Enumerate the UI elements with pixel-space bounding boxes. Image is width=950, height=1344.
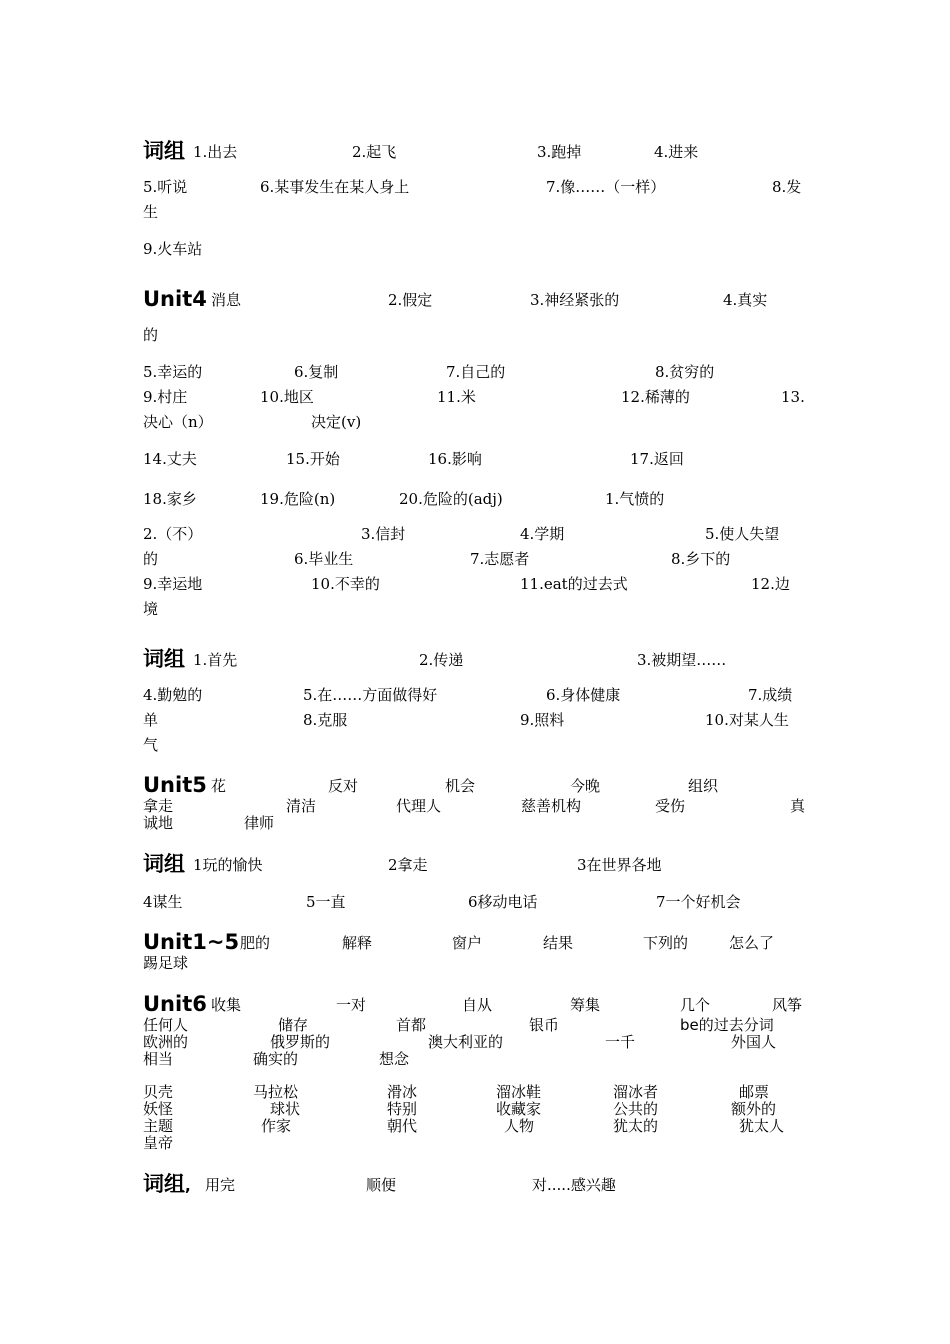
vocab-item: 风筝 bbox=[772, 996, 803, 1014]
vocab-item: 花 bbox=[211, 777, 227, 795]
heading-comma: , bbox=[185, 1177, 191, 1195]
vocab-item: 2.假定 bbox=[388, 291, 433, 309]
vocab-item: 下列的 bbox=[643, 934, 689, 952]
vocab-item: 银币 bbox=[529, 1016, 560, 1034]
vocab-item: 球状 bbox=[270, 1100, 301, 1118]
vocab-item: 18.家乡 bbox=[143, 490, 197, 508]
vocab-item: 4.勤勉的 bbox=[143, 686, 203, 704]
vocab-item: 7.自己的 bbox=[446, 363, 506, 381]
vocab-item: 6.复制 bbox=[294, 363, 339, 381]
vocab-item: 6.身体健康 bbox=[546, 686, 621, 704]
vocab-item: 决定(v) bbox=[311, 413, 362, 431]
vocab-item: 犹太人 bbox=[739, 1117, 785, 1135]
vocab-item: 诚地 bbox=[143, 814, 174, 832]
vocab-item: 10.地区 bbox=[260, 388, 314, 406]
vocab-item: 受伤 bbox=[655, 797, 686, 815]
vocab-item: 3.神经紧张的 bbox=[530, 291, 620, 309]
vocab-item: 特别 bbox=[387, 1100, 418, 1118]
section-heading-phrases-3: 词组 bbox=[143, 852, 185, 876]
vocab-item: 想念 bbox=[379, 1050, 410, 1068]
vocab-item: 人物 bbox=[504, 1117, 535, 1135]
vocab-item: 8.贫穷的 bbox=[655, 363, 715, 381]
vocab-item: 5.听说 bbox=[143, 178, 188, 196]
vocab-item: 欧洲的 bbox=[143, 1033, 189, 1051]
vocab-item: 7.志愿者 bbox=[470, 550, 530, 568]
vocab-item: 用完 bbox=[205, 1176, 236, 1194]
vocab-item: 9.村庄 bbox=[143, 388, 188, 406]
vocab-item: 11.eat的过去式 bbox=[520, 575, 628, 593]
vocab-item: 皇帝 bbox=[143, 1134, 174, 1152]
vocab-item: 5.在……方面做得好 bbox=[303, 686, 438, 704]
vocab-item: 3.跑掉 bbox=[537, 143, 582, 161]
vocab-item: 拿走 bbox=[143, 797, 174, 815]
vocab-item: 12.边 bbox=[751, 575, 790, 593]
vocab-item: 几个 bbox=[680, 996, 711, 1014]
vocab-item: 代理人 bbox=[396, 797, 442, 815]
vocab-item: 自从 bbox=[462, 996, 493, 1014]
vocab-item: 4.学期 bbox=[520, 525, 565, 543]
vocab-item: 14.丈夫 bbox=[143, 450, 197, 468]
vocab-item: 3.信封 bbox=[361, 525, 406, 543]
vocab-item: 溜冰者 bbox=[613, 1083, 659, 1101]
vocab-item: 收集 bbox=[211, 996, 242, 1014]
section-heading-unit4: Unit4 bbox=[143, 287, 207, 311]
vocab-item: 19.危险(n) bbox=[260, 490, 336, 508]
section-heading-unit1-5: Unit1~5 bbox=[143, 930, 240, 954]
vocab-item: 1.出去 bbox=[193, 143, 238, 161]
vocab-item: 20.危险的(adj) bbox=[399, 490, 503, 508]
vocab-item: 6移动电话 bbox=[468, 893, 538, 911]
vocab-item: 4谋生 bbox=[143, 893, 183, 911]
vocab-item: 9.火车站 bbox=[143, 240, 203, 258]
vocab-item: 怎么了 bbox=[729, 934, 775, 952]
vocab-item: 13. bbox=[781, 388, 805, 406]
vocab-item: 律师 bbox=[244, 814, 275, 832]
vocab-item: 结果 bbox=[543, 934, 574, 952]
vocab-item: 外国人 bbox=[731, 1033, 777, 1051]
vocab-item: 生 bbox=[143, 203, 159, 221]
vocab-item: 11.米 bbox=[437, 388, 476, 406]
vocab-item: 境 bbox=[143, 600, 159, 618]
vocab-item: 决心（n） bbox=[143, 413, 213, 431]
vocab-item: 15.开始 bbox=[286, 450, 340, 468]
section-heading-unit6: Unit6 bbox=[143, 992, 207, 1016]
vocab-item: 俄罗斯的 bbox=[270, 1033, 331, 1051]
section-heading-phrases-4 bbox=[143, 1172, 191, 1198]
vocab-item: 主题 bbox=[143, 1117, 174, 1135]
vocab-item: 7.成绩 bbox=[748, 686, 793, 704]
vocab-item: 首都 bbox=[396, 1016, 427, 1034]
vocab-item: 消息 bbox=[211, 291, 242, 309]
vocab-item: 肥的 bbox=[240, 934, 271, 952]
vocab-item: 踢足球 bbox=[143, 954, 189, 972]
vocab-item: 8.乡下的 bbox=[671, 550, 731, 568]
vocab-item: 8.发 bbox=[772, 178, 802, 196]
vocab-item: 今晚 bbox=[570, 777, 601, 795]
vocab-item: 澳大利亚的 bbox=[428, 1033, 504, 1051]
section-heading-phrases-2: 词组 bbox=[143, 647, 185, 671]
vocab-item: 一对 bbox=[336, 996, 367, 1014]
heading-text: 词组 bbox=[143, 1172, 185, 1196]
vocab-item: 马拉松 bbox=[253, 1083, 299, 1101]
vocab-item: 5.使人失望 bbox=[705, 525, 780, 543]
vocab-item: 妖怪 bbox=[143, 1100, 174, 1118]
vocab-item: 气 bbox=[143, 736, 159, 754]
vocab-item: 解释 bbox=[342, 934, 373, 952]
vocab-item: 3在世界各地 bbox=[577, 856, 662, 874]
vocab-item: 滑冰 bbox=[387, 1083, 418, 1101]
vocab-item: 2.传递 bbox=[419, 651, 464, 669]
vocab-item: 的 bbox=[143, 326, 159, 344]
vocab-item: 3.被期望…… bbox=[637, 651, 727, 669]
vocab-item: 组织 bbox=[688, 777, 719, 795]
vocab-item: 公共的 bbox=[613, 1100, 659, 1118]
vocab-item: 朝代 bbox=[387, 1117, 418, 1135]
vocab-item: 9.幸运地 bbox=[143, 575, 203, 593]
vocab-item: 筹集 bbox=[570, 996, 601, 1014]
vocab-item: 贝壳 bbox=[143, 1083, 174, 1101]
vocab-item: 1.气愤的 bbox=[605, 490, 665, 508]
vocab-item: 8.克服 bbox=[303, 711, 348, 729]
vocab-item: 额外的 bbox=[731, 1100, 777, 1118]
vocab-item: 确实的 bbox=[253, 1050, 299, 1068]
vocab-item: 储存 bbox=[278, 1016, 309, 1034]
vocab-item: 相当 bbox=[143, 1050, 174, 1068]
vocab-item: 单 bbox=[143, 711, 159, 729]
vocab-item: 溜冰鞋 bbox=[496, 1083, 542, 1101]
vocab-item: 2.起飞 bbox=[352, 143, 397, 161]
vocab-item: 反对 bbox=[328, 777, 359, 795]
vocab-item: 4.真实 bbox=[723, 291, 768, 309]
vocab-item: 1.首先 bbox=[193, 651, 238, 669]
vocab-item: 慈善机构 bbox=[521, 797, 582, 815]
vocab-item: 收藏家 bbox=[496, 1100, 542, 1118]
vocab-item: 的 bbox=[143, 550, 159, 568]
vocab-item: 10.不幸的 bbox=[311, 575, 380, 593]
vocab-item: 5.幸运的 bbox=[143, 363, 203, 381]
vocab-item: 7.像……（一样） bbox=[546, 178, 666, 196]
vocab-item: 犹太的 bbox=[613, 1117, 659, 1135]
vocab-item: 6.某事发生在某人身上 bbox=[260, 178, 410, 196]
section-heading-phrases-1: 词组 bbox=[143, 139, 185, 163]
vocab-item: be的过去分词 bbox=[680, 1016, 774, 1034]
vocab-item: 一千 bbox=[605, 1033, 636, 1051]
vocab-item: 清洁 bbox=[286, 797, 317, 815]
vocab-item: 窗户 bbox=[452, 934, 483, 952]
vocab-item: 4.进来 bbox=[654, 143, 699, 161]
vocab-item: 作家 bbox=[261, 1117, 292, 1135]
vocab-item: 16.影响 bbox=[428, 450, 482, 468]
vocab-item: 2拿走 bbox=[388, 856, 428, 874]
vocab-item: 17.返回 bbox=[630, 450, 684, 468]
vocab-item: 10.对某人生 bbox=[705, 711, 789, 729]
vocab-item: 7一个好机会 bbox=[656, 893, 741, 911]
vocab-item: 邮票 bbox=[739, 1083, 770, 1101]
vocab-item: 6.毕业生 bbox=[294, 550, 354, 568]
vocab-item: 12.稀薄的 bbox=[621, 388, 690, 406]
vocab-item: 1玩的愉快 bbox=[193, 856, 263, 874]
vocab-item: 对.....感兴趣 bbox=[532, 1176, 616, 1194]
section-heading-unit5: Unit5 bbox=[143, 773, 207, 797]
vocab-item: 机会 bbox=[445, 777, 476, 795]
vocab-item: 2.（不） bbox=[143, 525, 203, 543]
vocab-item: 5一直 bbox=[306, 893, 346, 911]
vocab-item: 任何人 bbox=[143, 1016, 189, 1034]
vocab-item: 顺便 bbox=[366, 1176, 397, 1194]
vocab-item: 真 bbox=[790, 797, 806, 815]
vocab-item: 9.照料 bbox=[520, 711, 565, 729]
